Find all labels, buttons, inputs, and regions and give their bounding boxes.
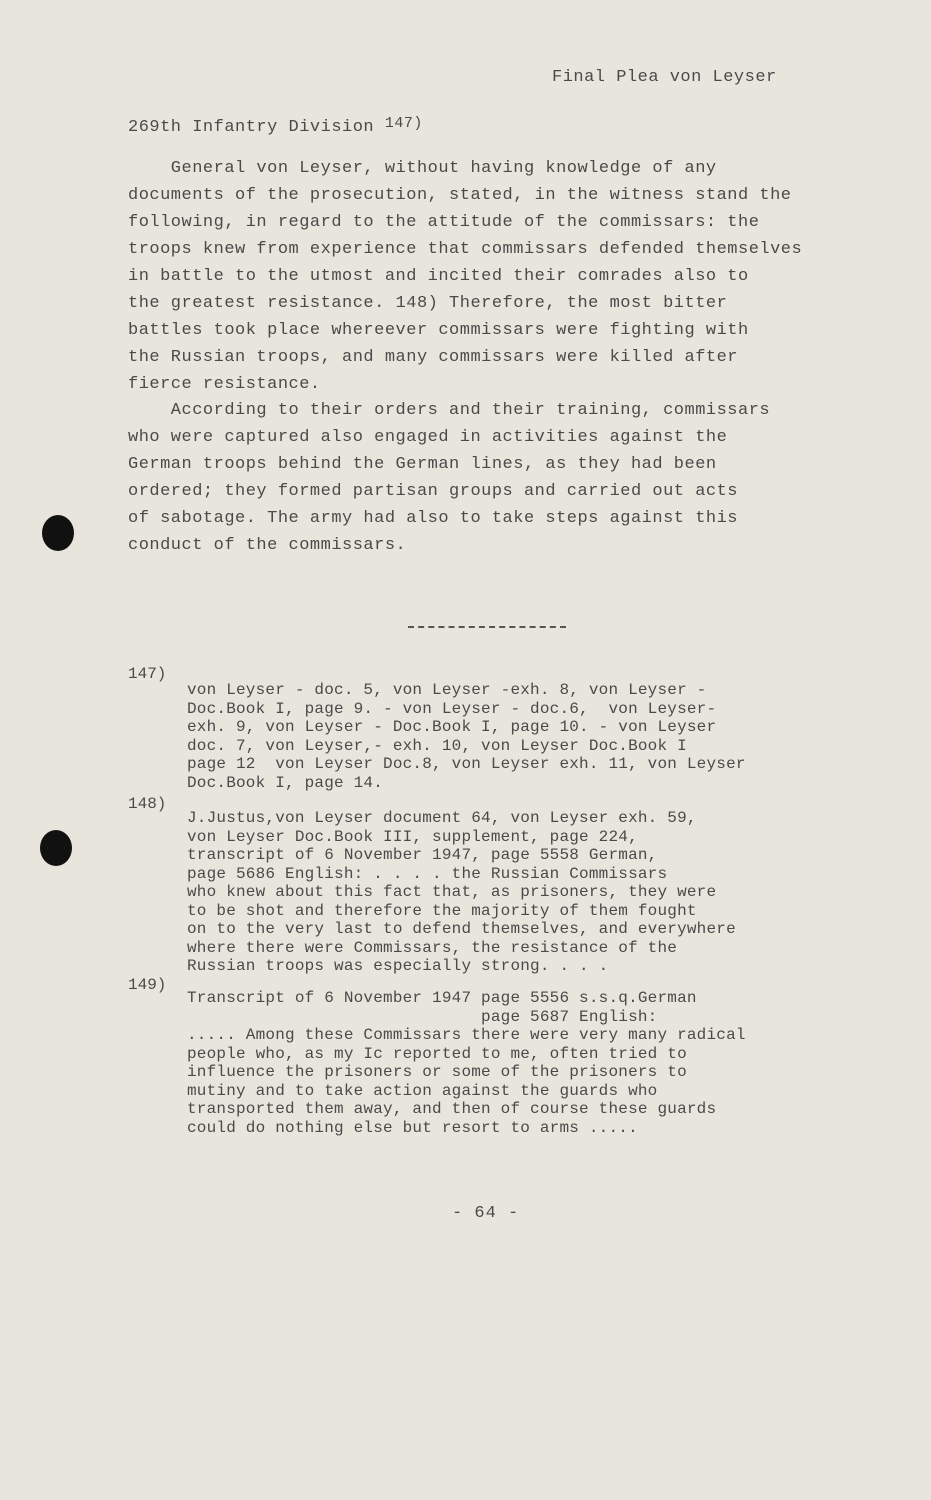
- footnote-number: 149): [128, 976, 167, 994]
- punch-hole: [42, 515, 74, 551]
- footnote-text: Transcript of 6 November 1947 page 5556 s.s.q.German page 5687 English: ..... Among these Commissars there were very many radical people who, as my Ic reported to me, often tried to influence the prisoners or some of the prisoners to mutiny and to take action against the guards who transported them away, and then of course these guards could do nothing else but resort to arms .....: [187, 989, 746, 1137]
- heading-footnote-ref: 147): [384, 115, 423, 132]
- section-heading: [128, 115, 423, 137]
- footnote-text: von Leyser - doc. 5, von Leyser -exh. 8, von Leyser - Doc.Book I, page 9. - von Leyser - doc.6, von Leyser- exh. 9, von Leyser - Doc.Book I, page 10. - von Leyser doc. 7, von Leyser,- exh. 10, von Leyser Doc.Book I page 12 von Leyser Doc.8, von Leyser exh. 11, von Leyser Doc.Book I, page 14.: [187, 681, 746, 792]
- paragraph-1: General von Leyser, without having knowledge of any documents of the prosecution, stated, in the witness stand the following, in regard to the attitude of the commissars: the troops knew from experience that commissars defended themselves in battle to the utmost and incited their comrades also to the greatest resistance. 148) Therefore, the most bitter battles took place whereever commissars were fighting with the Russian troops, and many commissars were killed after fierce resistance.: [128, 159, 803, 394]
- divider-line: [408, 626, 566, 628]
- footnote-number: 148): [128, 795, 167, 813]
- paragraph-2: According to their orders and their training, commissars who were captured also engaged in activities against the German troops behind the German lines, as they had been ordered; they formed partisan groups and carried out acts of sabotage. The army had also to take steps against this conduct of the commissars.: [128, 401, 771, 555]
- footnote-number: 147): [128, 665, 167, 683]
- heading-text: 269th Infantry Division: [128, 118, 375, 137]
- punch-hole: [40, 830, 72, 866]
- footnote-text: J.Justus,von Leyser document 64, von Leyser exh. 59, von Leyser Doc.Book III, supplement, page 224, transcript of 6 November 1947, page 5558 German, page 5686 English: . . . . the Russian Commissars who knew about this fact that, as prisoners, they were to be shot and therefore the majority of them fought on to the very last to defend themselves, and everywhere where there were Commissars, the resistance of the Russian troops was especially strong. . . .: [187, 809, 736, 975]
- page-header: Final Plea von Leyser: [552, 68, 777, 87]
- page-number: - 64 -: [452, 1204, 520, 1223]
